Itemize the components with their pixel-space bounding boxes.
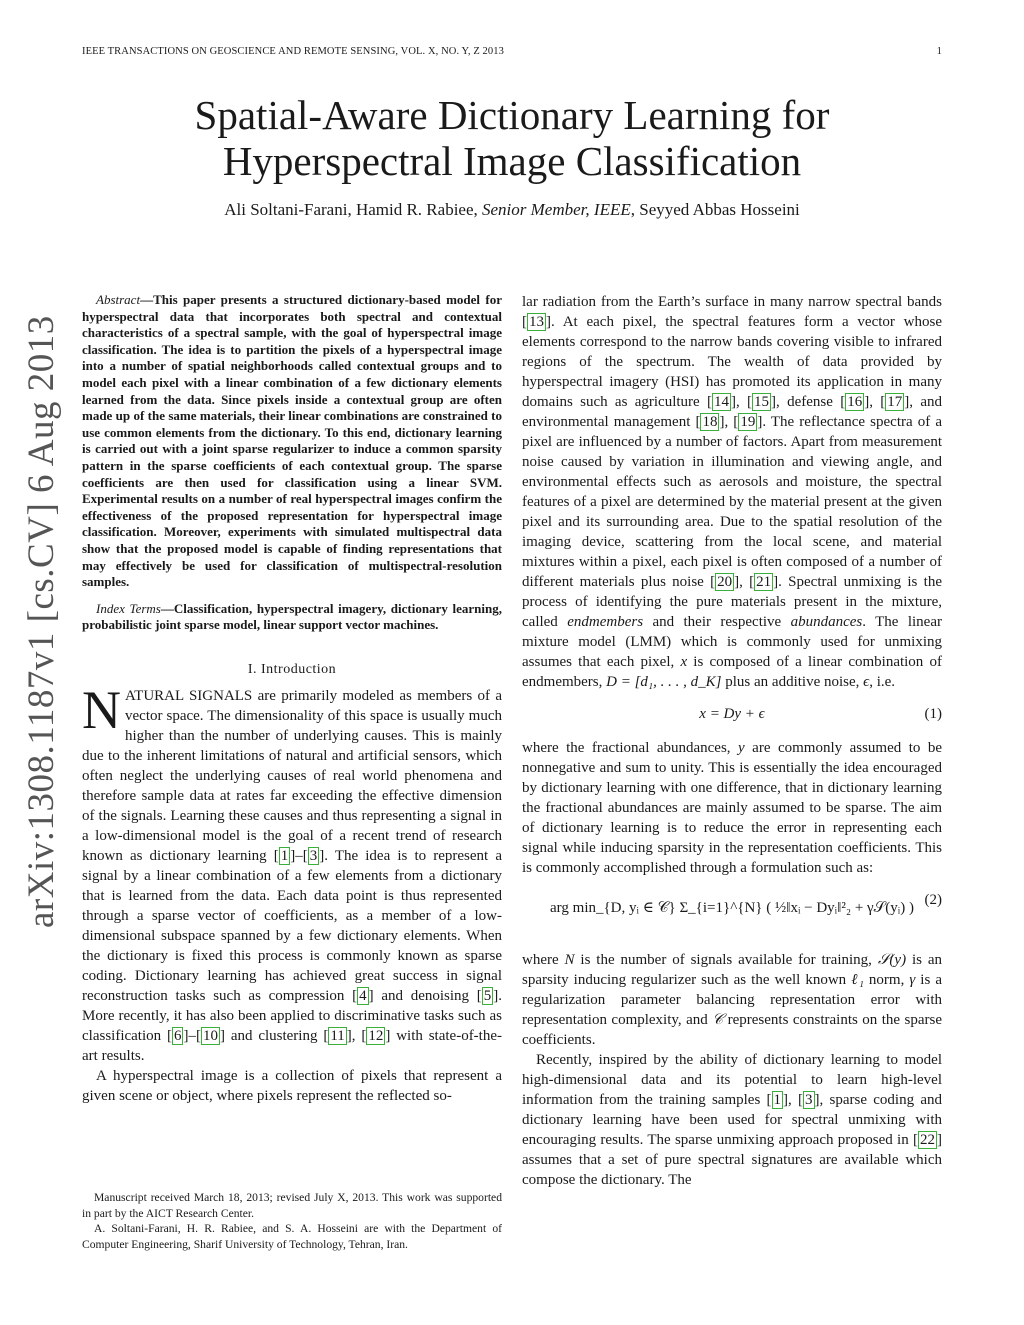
body-text: where: [522, 952, 565, 968]
math-epsilon: ϵ: [863, 674, 870, 690]
term-abundances: abundances: [790, 614, 863, 630]
body-text: is composed of a linear combination of endmembers,: [522, 654, 942, 690]
citation-link[interactable]: 3: [309, 847, 318, 864]
body-text: . The linear mixture model (LMM) which is commonly used for unmixing assumes that each pixel,: [522, 614, 942, 670]
author-rest: , Seyyed Abbas Hosseini: [630, 200, 800, 219]
abstract-text: —This paper presents a structured dictionary-based model for hyperspectral data that incorporates both spectral and contextual characteristics of a spectral sample, with the goal of hyperspectral image classification. The idea is to partition the pixels of a hyperspectral image into a number of spatial neighborhoods called contextual groups and to model each pixel with a linear combination of a few dictionary elements learned from the data. Since pixels inside a contextual group are often made up of the same materials, their linear combinations are constrained to use common elements from the dictionary. To this end, dictionary learning is carried out with a joint sparse regularizer to induce a common sparsity pattern in the sparse coefficients of each contextual group. The sparse coefficients are then used for classification using a linear SVM. Experimental results on a number of real hyperspectral images confirm the effectiveness of the proposed representation for hyperspectral image classification. Moreover, experiments with simulated multispectral data show that the proposed model is capable of finding representations that may effectively be used for classification of multispectral-resolution samples.: [82, 292, 502, 590]
body-text: is the number of signals available for training,: [574, 952, 878, 968]
equation-2-number: (2): [924, 892, 942, 908]
citation-link[interactable]: 22: [920, 1132, 935, 1148]
citation-link[interactable]: 12: [368, 1027, 384, 1044]
body-text: , and environmental management: [522, 394, 942, 430]
citation-link[interactable]: 14: [714, 394, 729, 410]
author-membership: Senior Member, IEEE: [482, 200, 631, 219]
index-terms-label: Index Terms: [96, 600, 161, 616]
intro-text: ATURAL SIGNALS are primarily modeled as members of a vector space. The dimensionality of this space is usually much higher than the number of underlying causes. This is mainly due to the inherent limitations of natural and artificial sensors, which often neglect the underlying causes of real world phenomena and therefore sample data at rates far exceeding the effective dimension of the signals. Learning these causes and thus representing a signal in a low-dimensional model is the goal of a recent trend of research known as dictionary learning: [82, 687, 502, 864]
intro-text: and denoising: [373, 987, 477, 1004]
citation-link[interactable]: 5: [483, 987, 492, 1004]
body-text: norm,: [863, 972, 910, 988]
authors: [0, 200, 1024, 220]
citation-link[interactable]: 20: [717, 574, 733, 590]
math-x: x: [680, 654, 688, 670]
citation-link[interactable]: 11: [330, 1027, 345, 1044]
equation-1-number: (1): [924, 706, 942, 722]
equation-2: [522, 884, 942, 944]
author-names: Ali Soltani-Farani, Hamid R. Rabiee,: [224, 200, 483, 219]
math-gamma: γ: [909, 972, 916, 988]
right-paragraph-2: [522, 738, 942, 878]
body-text: where the fractional abundances,: [522, 740, 739, 756]
citation-link[interactable]: 17: [887, 394, 903, 410]
section-heading: I. Introduction: [247, 661, 337, 677]
title-line-2: Hyperspectral Image Classification: [222, 138, 802, 184]
right-paragraph-3: [522, 950, 942, 1050]
body-text: plus an additive noise,: [721, 674, 864, 690]
term-endmembers: endmembers: [567, 614, 644, 630]
citation-link[interactable]: 16: [847, 394, 863, 410]
math-n: N: [564, 952, 575, 968]
paper-title: [0, 92, 1024, 184]
body-text: is a regularization parameter balancing representation error with representation complexity, and: [522, 972, 942, 1028]
right-paragraph-1: lar radiation from the Earth’s surface in many narrow spectral bands [ 13 ]. At each pixel, the spectral features form a vector whose elements correspond to the narrow bands covering visible to infrared regions of the spectrum. The wealth of data provided by hyperspectral imagery (HSI) has promoted its application in many domains such as agriculture [ 14 ], [ 15 ], defense [ 16 ], [ 17 ], and environmental management [ 18 ], [ 19 ]. The reflectance spectra of a pixel are influenced by a number of factors. Apart from measurement noise caused by variation in illumination and viewing angle, and environmental effects such as aerosols and moisture, the spectral features of a pixel are determined by the material present at the given pixel and its surrounding area. Due to the spatial resolution of the imaging device, scattering from the local scene, and material mixtures within a pixel, each pixel is often composed of a number of different materials plus noise [ 20 ], [ 21 ]. Spectral unmixing is the process of identifying the pure materials present in the mixture, called endmembers and their respective abundances. The linear mixture model (LMM) which is commonly used for unmixing assumes that each pixel, x is composed of a linear combination of endmembers, D = [d₁, . . . , d_K] plus an additive noise, ϵ, i.e.: [522, 294, 942, 690]
body-text: . The reflectance spectra of a pixel are influenced by a number of factors. Apart from measurement noise caused by variation in illumination and viewing angle, and environmental effects such as aerosols and moisture, the spectral features of a pixel are determined by the material present at the given pixel and its surrounding area. Due to the spatial resolution of the imaging device, scattering from the local scene, and material mixtures within a pixel, each pixel is often composed of a number of different materials plus noise: [522, 414, 942, 590]
body-text: assumes that a set of pure spectral signatures are available which compose the dictionary. The: [522, 1152, 942, 1188]
drop-cap: N: [82, 679, 121, 740]
citation-link[interactable]: 1: [280, 847, 289, 864]
page-number: 1: [936, 46, 942, 57]
citation-link[interactable]: 10: [202, 1027, 218, 1044]
citation-link[interactable]: 3: [805, 1092, 813, 1108]
index-terms-text: —Classification, hyperspectral imagery, dictionary learning, probabilistic joint sparse model, linear support vector machines.: [82, 600, 502, 633]
abstract: [82, 292, 502, 591]
equation-2-body: arg min_{D, yᵢ ∈ 𝒞} Σ_{i=1}^{N} ( ½‖xᵢ − Dyᵢ‖²₂ + γ𝒮(yᵢ) ): [550, 900, 914, 916]
intro-text: . The idea is to represent a signal by a linear combination of a few elements from a dictionary that is learned from the data. Each data point is thus represented through a sparse vector of coefficients, as a member of a low-dimensional subspace spanned by a few dictionary elements. When the dictionary is fixed this process is commonly known as sparse coding. Dictionary learning has achieved great success in signal reconstruction tasks such as compression: [82, 847, 502, 1004]
title-line-1: Spatial-Aware Dictionary Learning for: [194, 92, 830, 138]
body-text: . Spectral unmixing is the process of identifying the pure materials present in the mixture, called: [522, 574, 942, 630]
body-text: lar radiation from the Earth’s surface in many narrow spectral bands: [522, 294, 942, 310]
math-y: y: [738, 740, 745, 756]
citation-link[interactable]: 1: [773, 1092, 782, 1108]
footnote-line-1: Manuscript received March 18, 2013; revised July X, 2013. This work was supported in part by the AICT Research Center.: [82, 1191, 502, 1220]
dash: –: [295, 847, 303, 864]
body-text: , i.e.: [869, 674, 896, 690]
citation-link[interactable]: 13: [529, 314, 544, 330]
intro-text: . More recently, it has also been applied to discriminative tasks such as classification: [82, 987, 502, 1044]
math-regularizer: 𝒮(y): [877, 952, 907, 968]
comma: ,: [351, 1027, 362, 1044]
index-terms: [82, 601, 502, 634]
body-text: . At each pixel, the spectral features form a vector whose elements correspond to the narrow bands covering visible to infrared regions of the spectrum. The wealth of data provided by hyperspectral imagery (HSI) has promoted its application in many domains such as agriculture: [522, 314, 942, 410]
citation-link[interactable]: 15: [754, 394, 770, 410]
running-head: [82, 46, 942, 57]
citation-link[interactable]: 18: [702, 414, 718, 430]
math-constraint: 𝒞: [712, 1012, 724, 1028]
right-column: [522, 292, 942, 1190]
footnote-line-2: A. Soltani-Farani, H. R. Rabiee, and S. A. Hosseini are with the Department of Computer Engineering, Sharif University of Technology, Tehran, Iran.: [82, 1222, 502, 1251]
body-text: , defense: [776, 394, 841, 410]
intro-paragraph-2: A hyperspectral image is a collection of pixels that represent a given scene or object, where pixels represent the reflected so-: [82, 1067, 502, 1104]
equation-1: [522, 698, 942, 732]
math-dictionary: D = [d₁, . . . , d_K]: [606, 674, 722, 690]
right-paragraph-4: Recently, inspired by the ability of dictionary learning to model high-dimensional data and its potential to learn high-level information from the training samples [ 1 ], [ 3 ], sparse coding and dictionary learning have been used for spectral unmixing with encouraging results. The sparse unmixing approach proposed in [ 22 ] assumes that a set of pure spectral signatures are available which compose the dictionary. The: [522, 1052, 942, 1188]
arxiv-stamp[interactable]: arXiv:1308.1187v1 [cs.CV] 6 Aug 2013: [21, 315, 62, 928]
citation-link[interactable]: 4: [359, 987, 367, 1004]
citation-link[interactable]: 19: [740, 414, 756, 430]
citation-link[interactable]: 6: [173, 1027, 182, 1044]
dash: –: [188, 1027, 196, 1044]
abstract-label: Abstract: [96, 292, 141, 307]
intro-text: with state-of-the-art results.: [82, 1027, 502, 1064]
intro-paragraph-1: NATURAL SIGNALS are primarily modeled as members of a vector space. The dimensionality of this space is usually much higher than the number of underlying causes. This is mainly due to the inherent limitations of natural and artificial sensors, which often neglect the underlying causes of real world phenomena and therefore sample data at rates far exceeding the effective dimension of the signals. Learning these causes and thus representing a signal in a low-dimensional model is the goal of a recent trend of research known as dictionary learning [ 1 ]–[ 3 ]. The idea is to represent a signal by a linear combination of a few elements from a dictionary that is learned from the data. Each data point is thus represented through a sparse vector of coefficients, as a member of a low-dimensional subspace spanned by a few dictionary elements. When the dictionary is fixed this process is commonly known as sparse coding. Dictionary learning has achieved great success in signal reconstruction tasks such as compression [ 4 ] and denoising [ 5 ]. More recently, it has also been applied to discriminative tasks such as classification [ 6 ]–[ 10 ] and clustering [ 11 ], [ 12 ] with state-of-the-art results.: [82, 679, 502, 1064]
math-l1: ℓ₁: [851, 972, 864, 988]
citation-link[interactable]: 21: [756, 574, 772, 590]
body-text: and their respective: [643, 614, 791, 630]
left-column: [82, 292, 502, 1106]
body-text: is an sparsity inducing regularizer such as the well known: [522, 952, 942, 988]
intro-text: and clustering: [224, 1027, 324, 1044]
body-text: Recently, inspired by the ability of dictionary learning to model high-dimensional data and its potential to learn high-level information from the training samples: [522, 1052, 942, 1108]
body-text: represents constraints on the sparse coefficients.: [522, 1012, 942, 1048]
equation-1-body: x = Dy + ϵ: [699, 706, 765, 722]
body-text: , sparse coding and dictionary learning have been used for spectral unmixing with encouraging results. The sparse unmixing approach proposed in: [522, 1092, 942, 1148]
journal-name: IEEE TRANSACTIONS ON GEOSCIENCE AND REMOTE SENSING, VOL. X, NO. Y, Z 2013: [82, 46, 504, 57]
footnote: [82, 1190, 502, 1252]
body-text: are commonly assumed to be nonnegative and sum to unity. This is essentially the idea encouraged by dictionary learning with one difference, that in dictionary learning the fractional abundances are mainly assumed to be sparse. The aim of dictionary learning is to reduce the error in representing each signal while inducing sparsity in the representation coefficients. This is commonly accomplished through a formulation such as:: [522, 740, 942, 876]
